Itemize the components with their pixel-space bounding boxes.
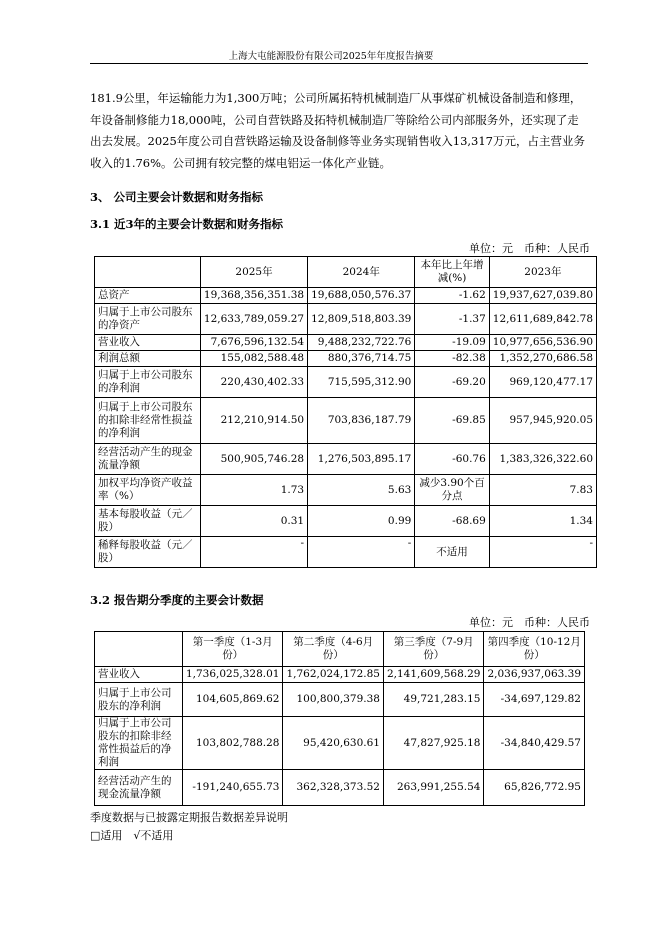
value-q2: 1,762,024,172.85 — [283, 667, 384, 683]
row-label: 营业收入 — [95, 667, 183, 683]
row-label: 稀释每股收益（元／股） — [95, 537, 201, 568]
value-2023: 10,977,656,536.90 — [489, 335, 596, 351]
table-row — [95, 304, 597, 335]
value-q3: 47,827,925.18 — [383, 717, 484, 770]
row-label: 基本每股收益（元／股） — [95, 506, 201, 537]
value-2023: - — [489, 537, 596, 568]
value-q1: 104,605,869.62 — [182, 683, 283, 717]
table-row — [95, 683, 585, 717]
value-change: -69.85 — [415, 398, 489, 444]
table-row — [95, 717, 585, 770]
value-2024: 0.99 — [308, 506, 415, 537]
header-cell: 2025年 — [200, 257, 307, 288]
value-q3: 49,721,283.15 — [383, 683, 484, 717]
section-3-title: 3、 公司主要会计数据和财务指标 — [90, 190, 264, 204]
value-q4: 2,036,937,063.39 — [484, 667, 585, 683]
table-row — [95, 351, 597, 367]
row-label: 利润总额 — [95, 351, 201, 367]
value-q4: 65,826,772.95 — [484, 770, 585, 806]
row-label: 归属于上市公司股东的扣除非经常性损益的净利润 — [95, 398, 201, 444]
table-row — [95, 398, 597, 444]
quarterly-diff-note: 季度数据与已披露定期报告数据差异说明 — [90, 811, 288, 824]
value-q3: 2,141,609,568.29 — [383, 667, 484, 683]
unit-note-2: 单位：元 币种：人民币 — [469, 616, 590, 629]
table-row — [95, 667, 585, 683]
unit-note-1: 单位：元 币种：人民币 — [469, 242, 590, 255]
page-header: 上海大屯能源股份有限公司2025年年度报告摘要 — [228, 51, 434, 62]
value-2025: 155,082,588.48 — [200, 351, 307, 367]
value-2025: 212,210,914.50 — [200, 398, 307, 444]
header-cell — [95, 632, 183, 667]
table-row — [95, 444, 597, 475]
value-change: -60.76 — [415, 444, 489, 475]
value-2023: 12,611,689,842.78 — [489, 304, 596, 335]
value-change: -82.38 — [415, 351, 489, 367]
row-label: 归属于上市公司股东的净资产 — [95, 304, 201, 335]
value-2024: 1,276,503,895.17 — [308, 444, 415, 475]
value-2024: 19,688,050,576.37 — [308, 288, 415, 304]
header-cell: 第四季度（10-12月份） — [484, 632, 585, 667]
value-2024: 9,488,232,722.76 — [308, 335, 415, 351]
value-2025: 19,368,356,351.38 — [200, 288, 307, 304]
header-cell: 本年比上年增减(%) — [415, 257, 489, 288]
value-change: -69.20 — [415, 367, 489, 398]
value-q2: 362,328,373.52 — [283, 770, 384, 806]
value-2024: 880,376,714.75 — [308, 351, 415, 367]
value-2024: 12,809,518,803.39 — [308, 304, 415, 335]
value-change: 不适用 — [415, 537, 489, 568]
table-header-row — [95, 257, 597, 288]
value-q4: -34,840,429.57 — [484, 717, 585, 770]
row-label: 总资产 — [95, 288, 201, 304]
row-label: 加权平均净资产收益率（%） — [95, 475, 201, 506]
value-2023: 957,945,920.05 — [489, 398, 596, 444]
value-q3: 263,991,255.54 — [383, 770, 484, 806]
intro-paragraph: 181.9公里，年运输能力为1,300万吨；公司所属拓特机械制造厂从事煤矿机械设备制造和修理，年设备制修能力18,000吨，公司自营铁路及拓特机械制造厂等除给公司内部服务外，还实现了走出去发展。2025年度公司自营铁路运输及设备制修等业务实现销售收入13,317万元，占主营业务收入的1.76%。公司拥有较完整的煤电铝运一体化产业链。 — [90, 91, 586, 170]
header-cell: 第二季度（4-6月份） — [283, 632, 384, 667]
applicability-checkbox: □适用 √不适用 — [90, 829, 174, 842]
value-q2: 100,800,379.38 — [283, 683, 384, 717]
row-label: 营业收入 — [95, 335, 201, 351]
value-2024: - — [308, 537, 415, 568]
header-cell: 第一季度（1-3月份） — [182, 632, 283, 667]
value-2023: 1.34 — [489, 506, 596, 537]
row-label: 归属于上市公司股东的净利润 — [95, 367, 201, 398]
value-q1: 1,736,025,328.01 — [182, 667, 283, 683]
table-row — [95, 537, 597, 568]
header-cell: 第三季度（7-9月份） — [383, 632, 484, 667]
value-change: -68.69 — [415, 506, 489, 537]
header-cell — [95, 257, 201, 288]
table-row — [95, 288, 597, 304]
header-cell: 2024年 — [308, 257, 415, 288]
value-2025: 0.31 — [200, 506, 307, 537]
value-2025: - — [200, 537, 307, 568]
value-q4: -34,697,129.82 — [484, 683, 585, 717]
value-2023: 1,352,270,686.58 — [489, 351, 596, 367]
header-rule — [90, 63, 588, 64]
quarterly-financials-table — [94, 631, 585, 806]
table-row — [95, 506, 597, 537]
table-row — [95, 367, 597, 398]
value-q2: 95,420,630.61 — [283, 717, 384, 770]
table-row — [95, 335, 597, 351]
value-2024: 703,836,187.79 — [308, 398, 415, 444]
value-2025: 7,676,596,132.54 — [200, 335, 307, 351]
value-2024: 715,595,312.90 — [308, 367, 415, 398]
annual-financials-table — [94, 256, 597, 568]
row-label: 归属于上市公司股东的扣除非经常性损益后的净利润 — [95, 717, 183, 770]
value-q1: -191,240,655.73 — [182, 770, 283, 806]
value-2025: 1.73 — [200, 475, 307, 506]
value-2025: 12,633,789,059.27 — [200, 304, 307, 335]
value-2024: 5.63 — [308, 475, 415, 506]
table-row — [95, 475, 597, 506]
header-cell: 2023年 — [489, 257, 596, 288]
value-2025: 220,430,402.33 — [200, 367, 307, 398]
section-3-1-title: 3.1 近3年的主要会计数据和财务指标 — [90, 217, 284, 231]
value-change: -1.62 — [415, 288, 489, 304]
value-2023: 7.83 — [489, 475, 596, 506]
table-header-row — [95, 632, 585, 667]
value-2023: 19,937,627,039.80 — [489, 288, 596, 304]
value-2023: 1,383,326,322.60 — [489, 444, 596, 475]
section-3-2-title: 3.2 报告期分季度的主要会计数据 — [90, 593, 264, 607]
table-row — [95, 770, 585, 806]
value-2023: 969,120,477.17 — [489, 367, 596, 398]
row-label: 归属于上市公司股东的净利润 — [95, 683, 183, 717]
value-change: -1.37 — [415, 304, 489, 335]
row-label: 经营活动产生的现金流量净额 — [95, 444, 201, 475]
value-change: 减少3.90个百分点 — [415, 475, 489, 506]
value-q1: 103,802,788.28 — [182, 717, 283, 770]
value-2025: 500,905,746.28 — [200, 444, 307, 475]
row-label: 经营活动产生的现金流量净额 — [95, 770, 183, 806]
value-change: -19.09 — [415, 335, 489, 351]
